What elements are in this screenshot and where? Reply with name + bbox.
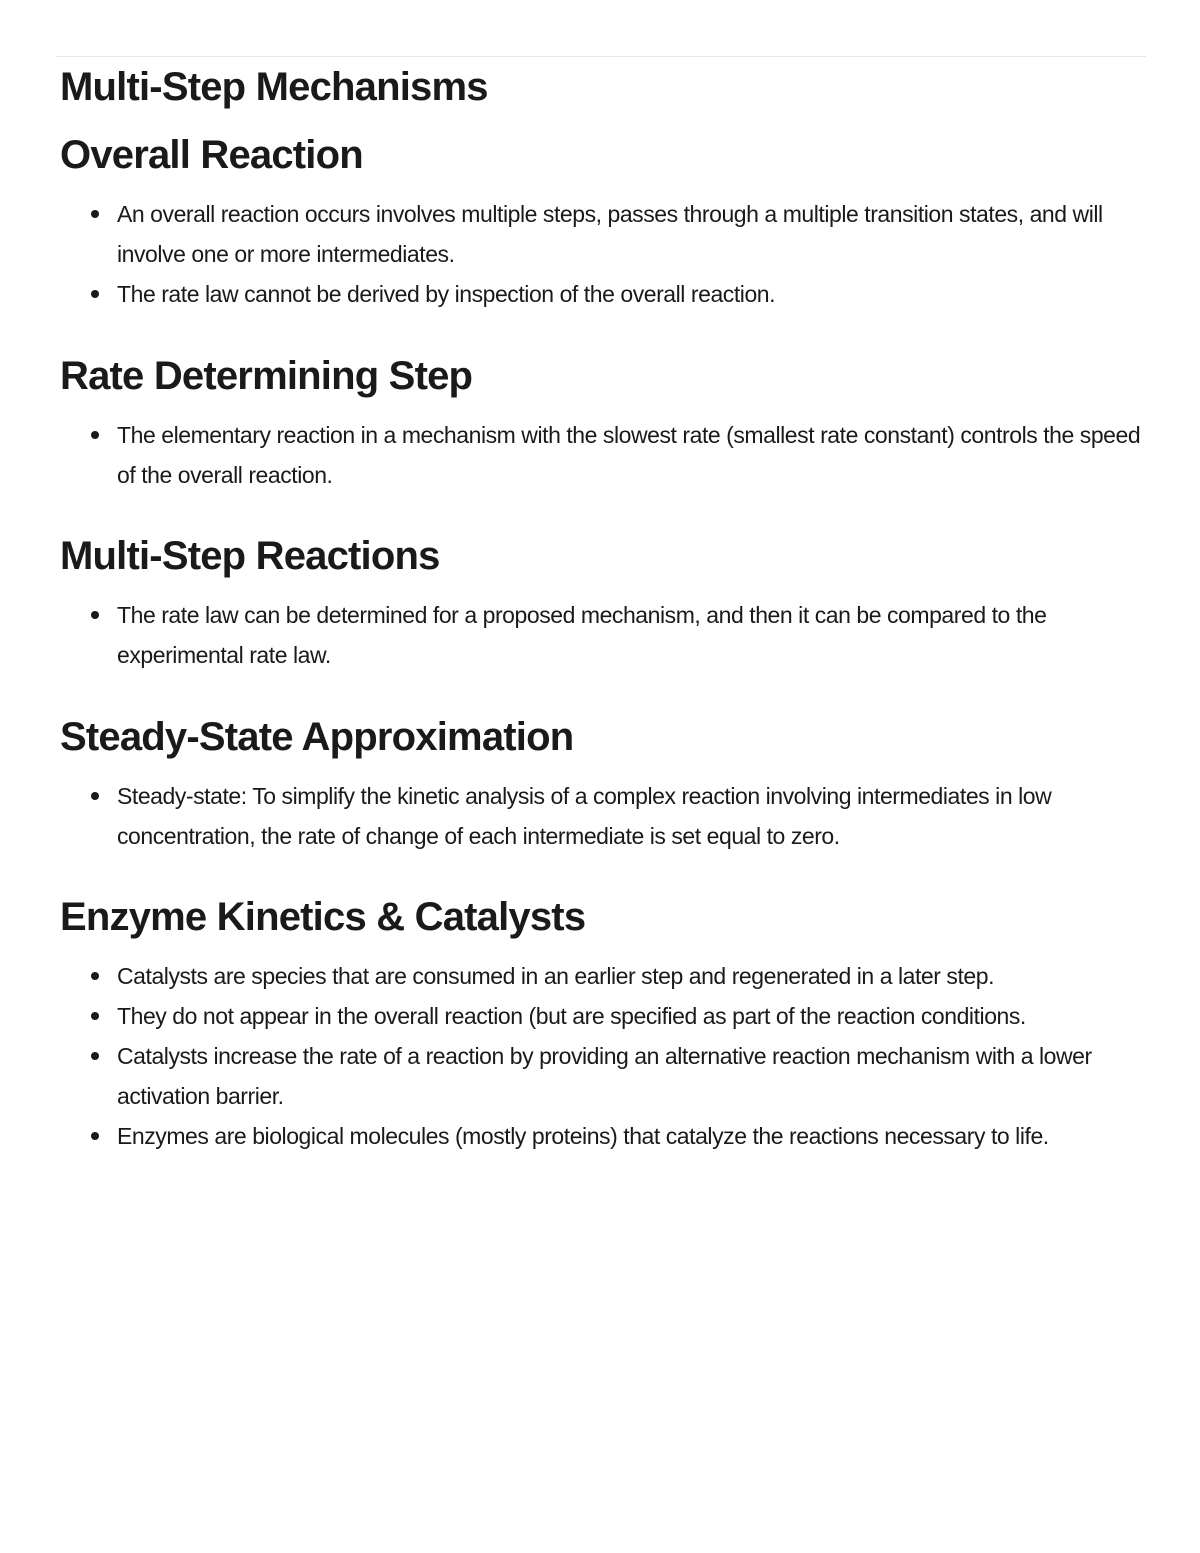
list-item: Catalysts are species that are consumed in an earlier step and regenerated in a later step. [117, 956, 1150, 996]
document-title: Multi-Step Mechanisms [60, 65, 488, 109]
section-heading: Enzyme Kinetics & Catalysts [60, 895, 586, 939]
bullet-list [60, 956, 1150, 1156]
section-heading: Rate Determining Step [60, 354, 473, 398]
list-item: The rate law can be determined for a proposed mechanism, and then it can be compared to the experimental rate law. [117, 595, 1150, 675]
section-overall-reaction [60, 130, 1150, 314]
top-divider [56, 56, 1146, 57]
bullet-list [60, 776, 1150, 856]
section-rate-determining-step [60, 351, 1150, 495]
bullet-list [60, 415, 1150, 495]
list-item: Enzymes are biological molecules (mostly proteins) that catalyze the reactions necessary to life. [117, 1116, 1150, 1156]
bullet-list [60, 194, 1150, 314]
list-item: Steady-state: To simplify the kinetic analysis of a complex reaction involving intermediates in low concentration, the rate of change of each intermediate is set equal to zero. [117, 776, 1150, 856]
list-item: The rate law cannot be derived by inspection of the overall reaction. [117, 274, 1150, 314]
list-item: They do not appear in the overall reaction (but are specified as part of the reaction conditions. [117, 996, 1150, 1036]
section-heading: Steady-State Approximation [60, 715, 574, 759]
list-item: The elementary reaction in a mechanism with the slowest rate (smallest rate constant) controls the speed of the overall reaction. [117, 415, 1150, 495]
section-enzyme-kinetics-catalysts [60, 892, 1150, 1156]
bullet-list [60, 595, 1150, 675]
section-heading: Overall Reaction [60, 133, 363, 177]
list-item: An overall reaction occurs involves multiple steps, passes through a multiple transition states, and will involve one or more intermediates. [117, 194, 1150, 274]
section-heading: Multi-Step Reactions [60, 534, 440, 578]
section-multi-step-reactions [60, 531, 1150, 675]
section-steady-state-approximation [60, 712, 1150, 856]
list-item: Catalysts increase the rate of a reaction by providing an alternative reaction mechanism with a lower activation barrier. [117, 1036, 1150, 1116]
